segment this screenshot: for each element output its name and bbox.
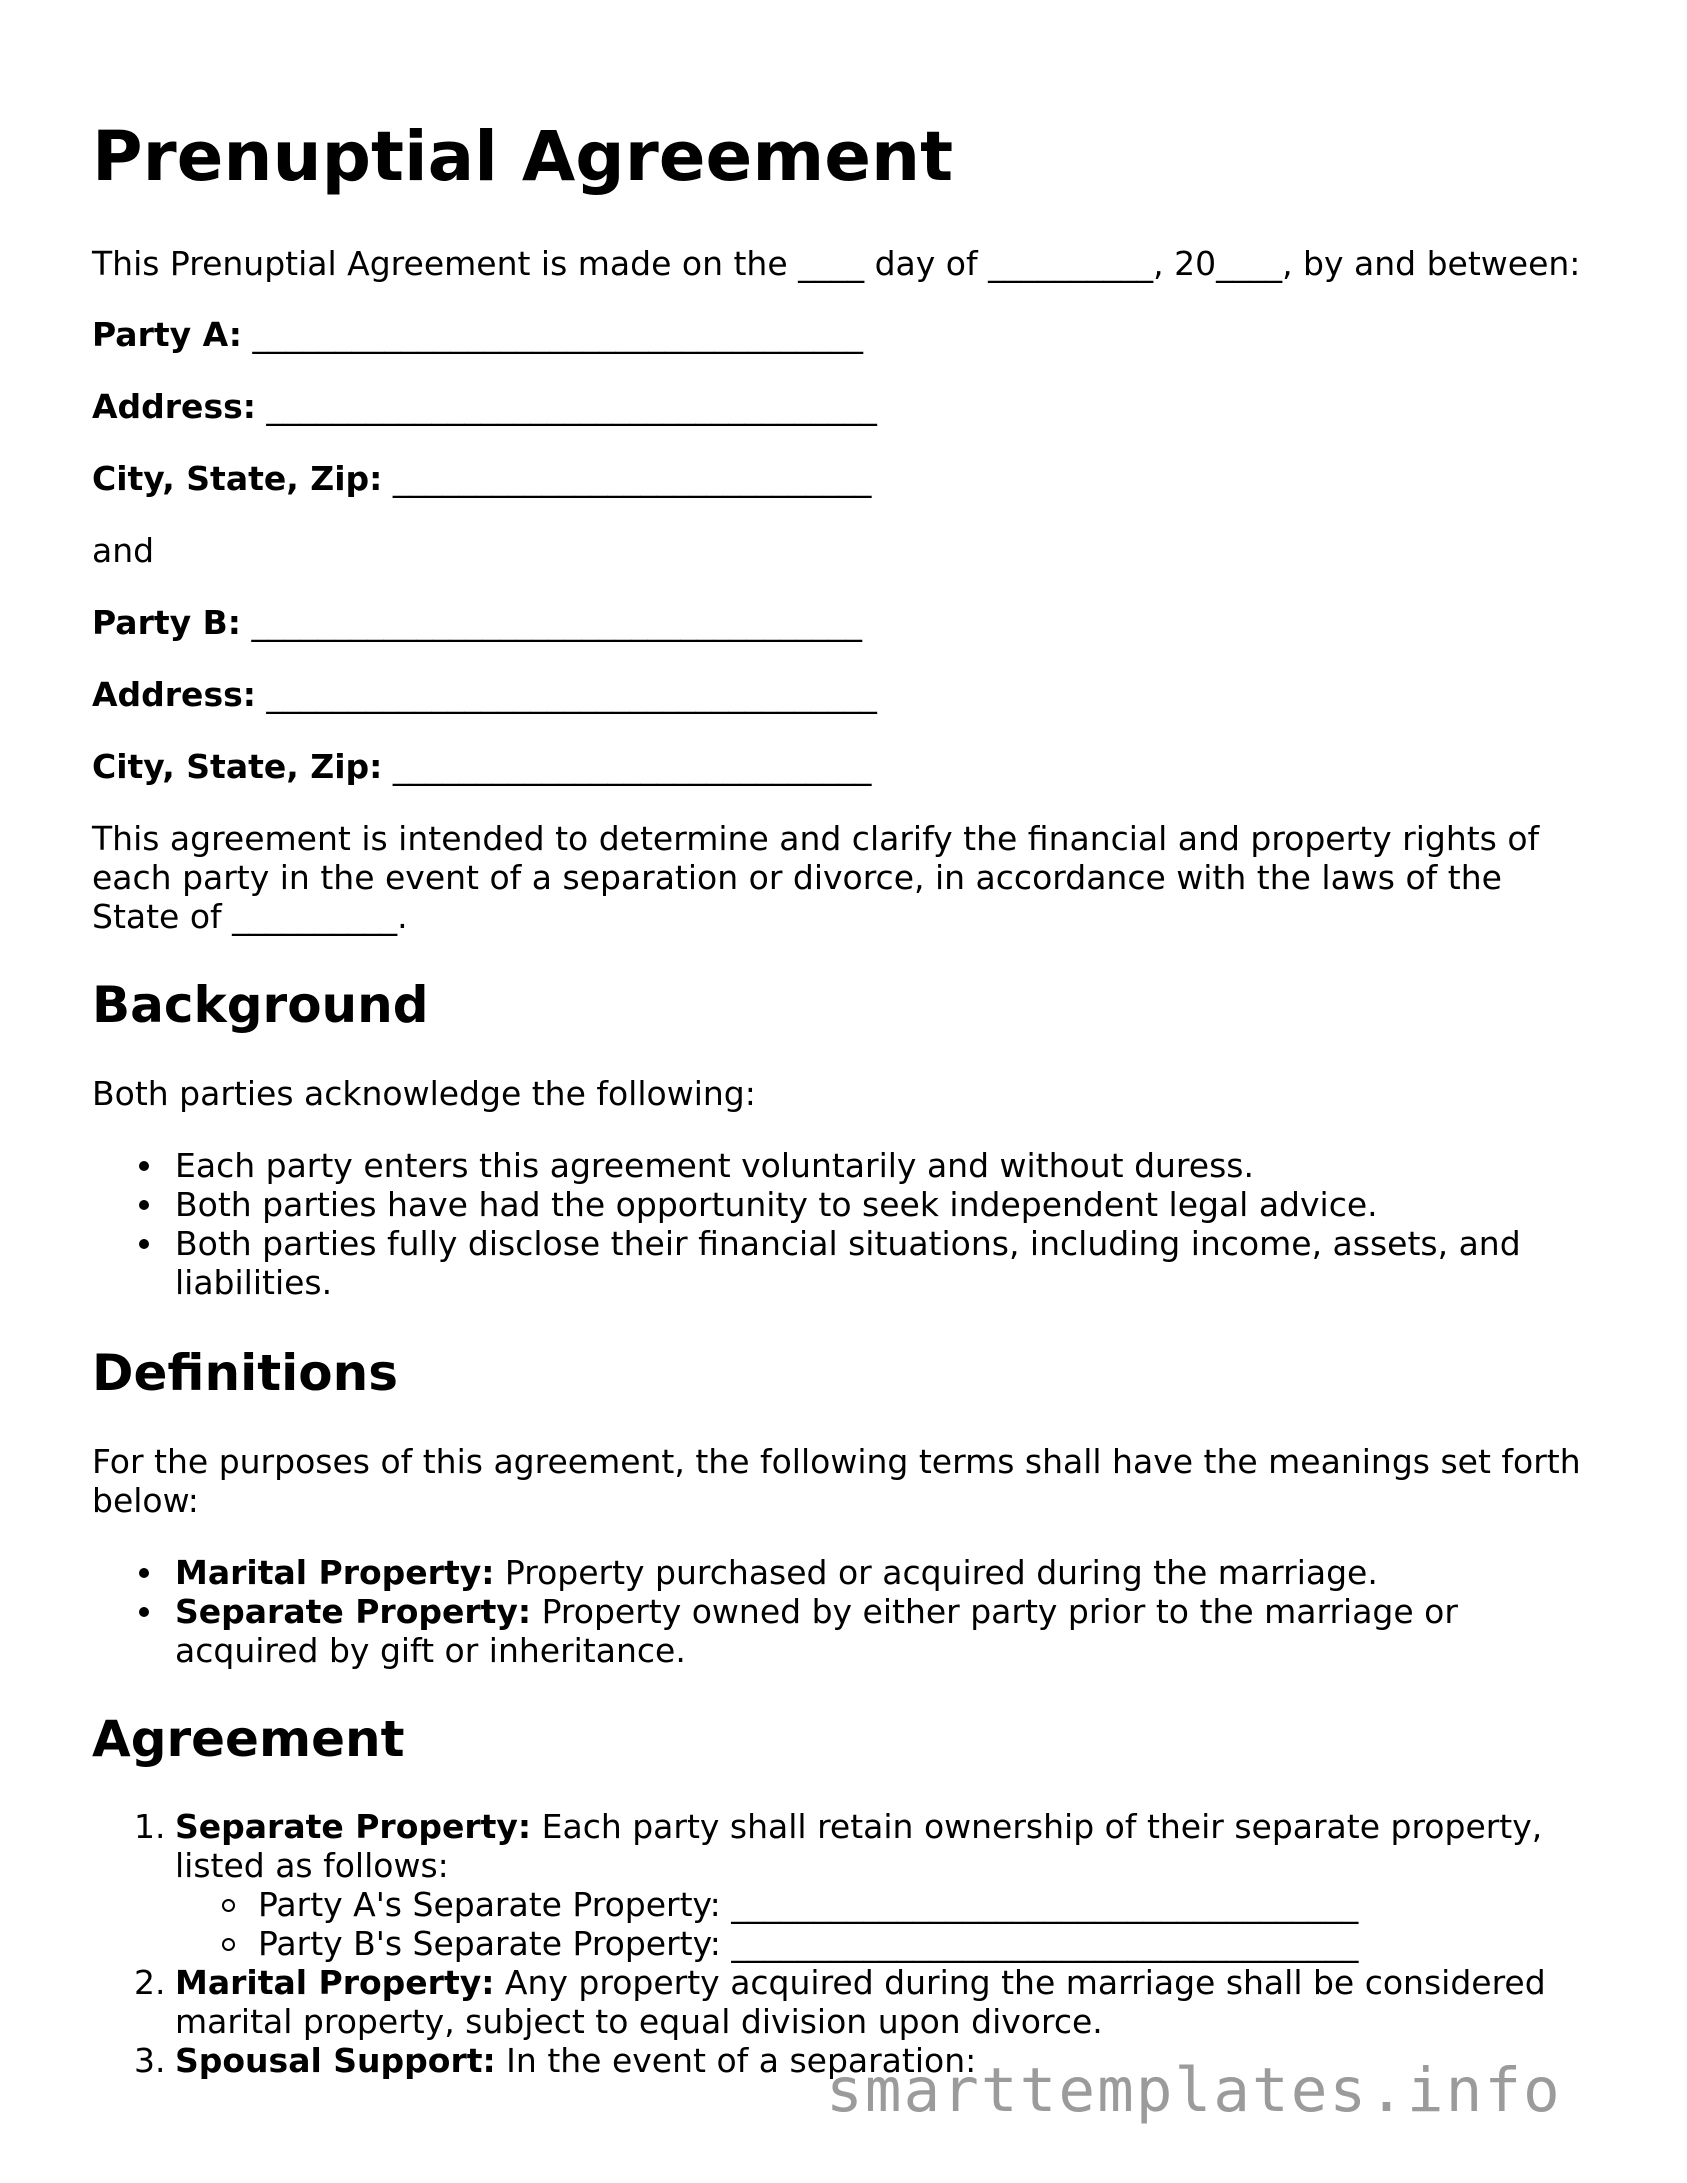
party-b-address-label: Address: [92, 675, 256, 714]
purpose-line: each party in the event of a separation or divorce, in accordance with the laws of the [92, 858, 1502, 897]
purpose-line: State of __________. [92, 897, 408, 936]
list-item-text [175, 1553, 1612, 1592]
party-b-name-label: Party B: [92, 603, 241, 642]
purpose-line: This agreement is intended to determine and clarify the financial and property rights of [92, 819, 1540, 858]
list-item-text [175, 1592, 1612, 1631]
party-b-name-line [92, 603, 862, 642]
agreement-text: Any property acquired during the marriage shall be considered [494, 1963, 1546, 2002]
definition-text: acquired by gift or inheritance. [175, 1631, 686, 1670]
party-b-name-blank: _____________________________________ [240, 603, 862, 642]
list-item [92, 1224, 1612, 1302]
document-title: Prenuptial Agreement [92, 117, 954, 197]
list-item [92, 1963, 1612, 2041]
agreement-text: In the event of a separation: [495, 2041, 977, 2080]
list-item-text [175, 1963, 1612, 2002]
list-item-text: liabilities. [175, 1263, 333, 1302]
party-b-city-label: City, State, Zip: [92, 747, 383, 786]
party-b-city-blank: _____________________________ [382, 747, 872, 786]
party-a-name-line [92, 315, 863, 354]
agreement-term: Marital Property: [175, 1963, 495, 2002]
definitions-list [92, 1553, 1612, 1670]
party-b-city-line [92, 747, 871, 786]
list-item-text: Each party enters this agreement voluntarily and without duress. [175, 1146, 1254, 1185]
background-list [92, 1146, 1612, 1302]
list-item-text: Both parties fully disclose their financial situations, including income, assets, and [175, 1224, 1521, 1263]
definitions-lead-line: below: [92, 1481, 199, 1520]
sublist-item: Party B's Separate Property: ______________________________________ [175, 1924, 1612, 1963]
agreement-term: Separate Property: [175, 1807, 532, 1846]
sublist-item: Party A's Separate Property: ______________________________________ [175, 1885, 1612, 1924]
background-heading: Background [92, 976, 429, 1034]
list-item-number: 2. [134, 1963, 166, 2002]
list-item [92, 1146, 1612, 1185]
party-a-name-label: Party A: [92, 315, 242, 354]
party-a-city-blank: _____________________________ [382, 459, 872, 498]
party-a-address-blank: _____________________________________ [255, 387, 877, 426]
agreement-heading: Agreement [92, 1710, 405, 1768]
definition-term: Separate Property: [175, 1592, 532, 1631]
definition-text: Property owned by either party prior to the marriage or [531, 1592, 1458, 1631]
party-b-address-blank: _____________________________________ [255, 675, 877, 714]
party-b-address-line [92, 675, 877, 714]
definitions-lead-line: For the purposes of this agreement, the following terms shall have the meanings set forth [92, 1442, 1581, 1481]
party-a-city-label: City, State, Zip: [92, 459, 383, 498]
background-lead: Both parties acknowledge the following: [92, 1074, 756, 1113]
list-item-text: Both parties have had the opportunity to seek independent legal advice. [175, 1185, 1378, 1224]
list-item [92, 1185, 1612, 1224]
and-text: and [92, 531, 155, 570]
list-item-number: 3. [134, 2041, 166, 2080]
party-a-city-line [92, 459, 871, 498]
separate-property-sublist [175, 1885, 1612, 1963]
definitions-heading: Definitions [92, 1344, 398, 1402]
agreement-list [92, 1807, 1612, 2080]
agreement-text: Each party shall retain ownership of their separate property, [531, 1807, 1543, 1846]
party-a-address-line [92, 387, 877, 426]
list-item [92, 1807, 1612, 1963]
list-item-text [175, 1807, 1612, 1846]
party-a-name-blank: _____________________________________ [241, 315, 863, 354]
party-a-address-label: Address: [92, 387, 256, 426]
definition-text: Property purchased or acquired during the marriage. [494, 1553, 1378, 1592]
agreement-term: Spousal Support: [175, 2041, 496, 2080]
watermark: smarttemplates.info [826, 2055, 1562, 2126]
purpose-paragraph [92, 819, 1612, 936]
list-item [92, 1553, 1612, 1592]
agreement-text: marital property, subject to equal division upon divorce. [175, 2002, 1103, 2041]
list-item-number: 1. [134, 1807, 166, 1846]
definitions-lead [92, 1442, 1612, 1520]
list-item [92, 1592, 1612, 1670]
intro-line: This Prenuptial Agreement is made on the ____ day of __________, 20____, by and between: [92, 244, 1581, 283]
agreement-text: listed as follows: [175, 1846, 449, 1885]
definition-term: Marital Property: [175, 1553, 495, 1592]
